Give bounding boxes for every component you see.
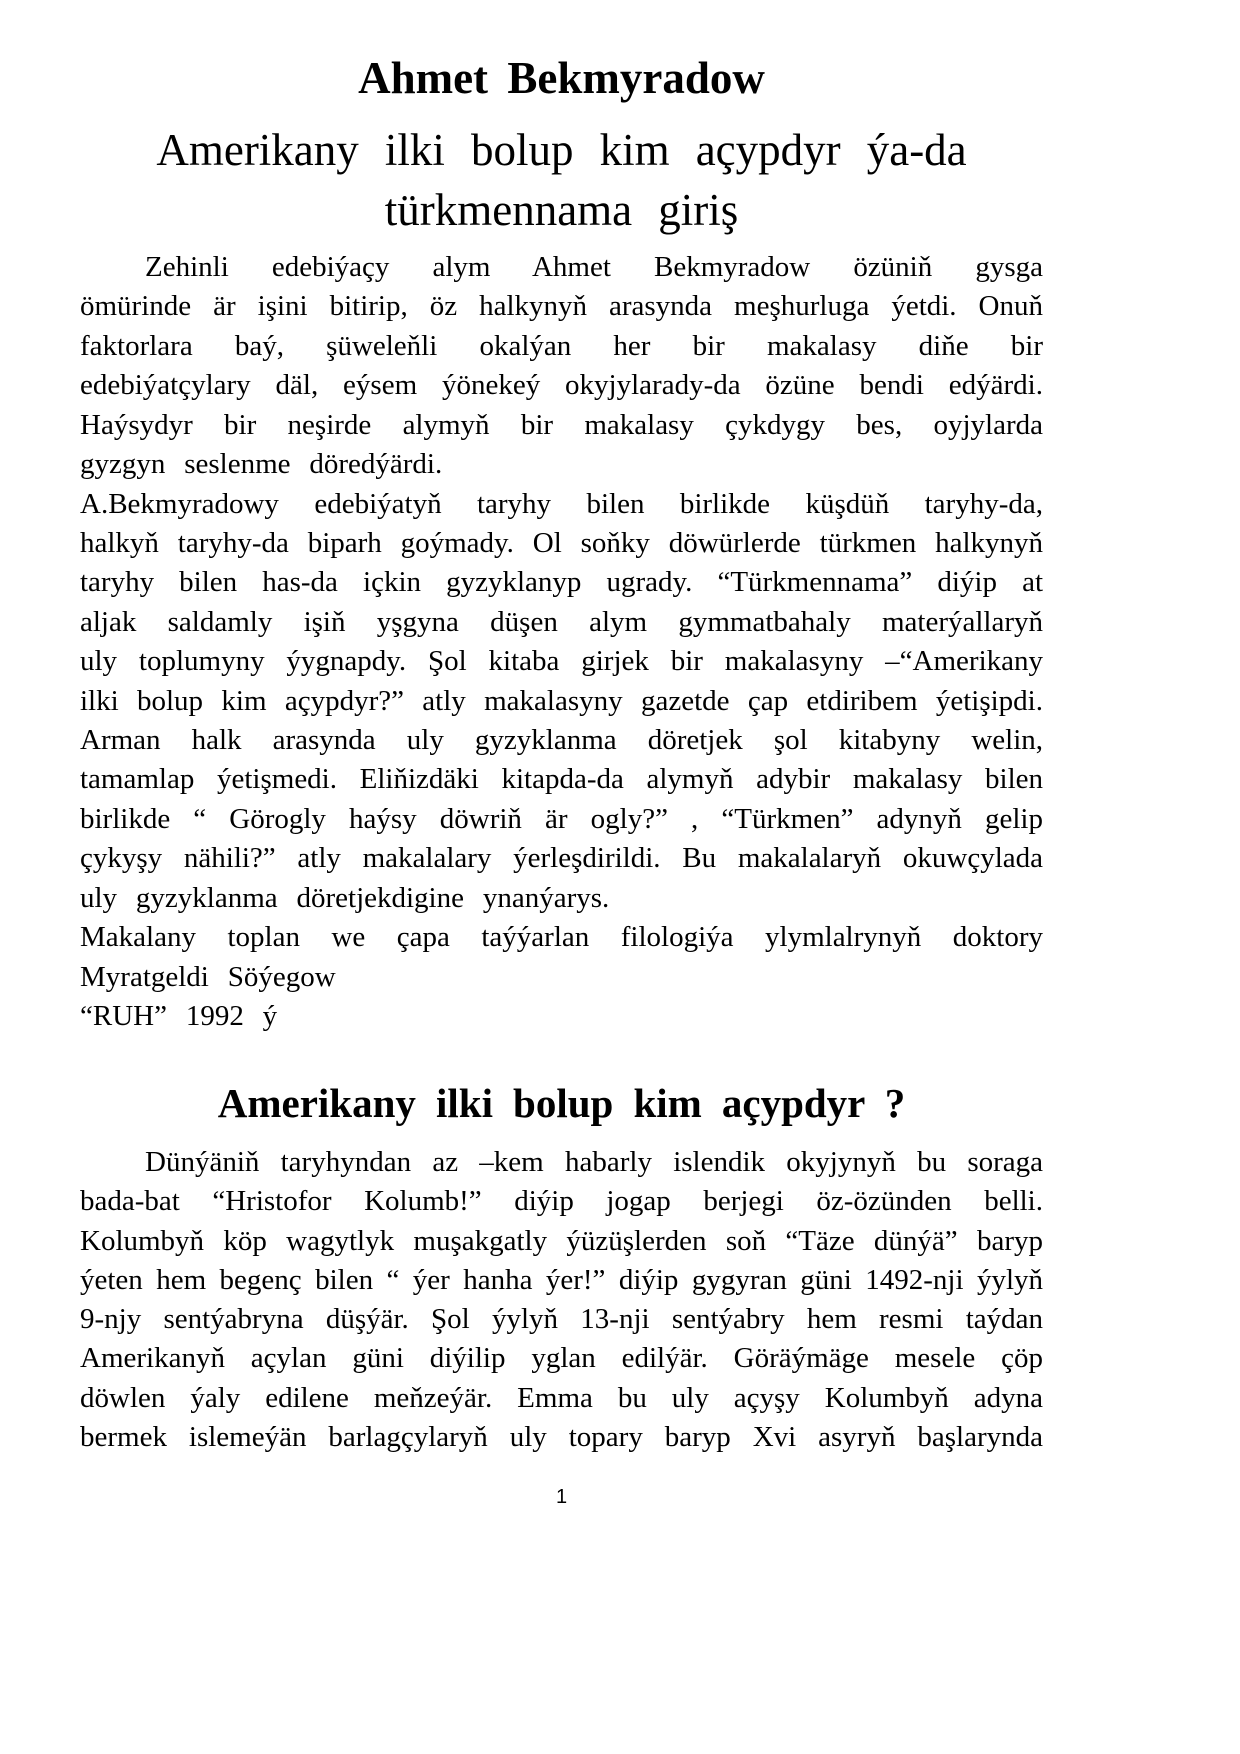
text-line: ilki bolup kim açypdyr?” atly makalasyny gazetde çap etdiribem ýetişipdi. [80, 684, 1043, 717]
text-line: bada-bat “Hristofor Kolumb!” diýip jogap berjegi öz-özünden belli. [80, 1185, 1043, 1218]
text-line: Zehinli edebiýaçy alym Ahmet Bekmyradow özüniň gysga [145, 251, 1043, 283]
text-line: Arman halk arasynda uly gyzyklanma döretjek şol kitabyny welin, [80, 724, 1043, 757]
text-line: taryhy bilen has-da içkin gyzyklanyp ugrady. “Türkmennama” diýip at [80, 566, 1043, 599]
intro-paragraph [80, 248, 1043, 485]
book-title [80, 120, 1043, 240]
text-line: Kolumbyň köp wagytlyk muşakgatly ýüzüşlerden soň “Täze dünýä” baryp [80, 1224, 1043, 1257]
text-line: ömürinde är işini bitirip, öz halkynyň arasynda meşhurluga ýetdi. Onuň [80, 290, 1043, 323]
text-line: döwlen ýaly edilene meňzeýär. Emma bu uly açyşy Kolumbyň adyna [80, 1381, 1043, 1414]
publication-line: “RUH” 1992 ý [80, 1000, 278, 1033]
intro-paragraph [80, 485, 1043, 919]
text-line: 9-njy sentýabryna düşýär. Şol ýylyň 13-nji sentýabry hem resmi taýdan [80, 1303, 1043, 1336]
credits-paragraph [80, 918, 1043, 997]
publication-note [80, 997, 1043, 1036]
text-line: tamamlap ýetişmedi. Eliňizdäki kitapda-da alymyň adybir makalasy bilen [80, 763, 1043, 796]
text-line: ýeten hem begenç bilen “ ýer hanha ýer!” diýip gygyran güni 1492-nji ýylyň [80, 1263, 1043, 1296]
article-body [80, 1143, 1043, 1457]
text-line: bermek islemeýän barlagçylaryň uly topary baryp Xvi asyryň başlarynda [80, 1421, 1043, 1454]
introduction [80, 248, 1043, 1036]
text-line: Dünýäniň taryhyndan az –kem habarly islendik okyjynyň bu soraga [145, 1146, 1043, 1178]
text-line: halkyň taryhy-da biparh goýmady. Ol soňky döwürlerde türkmen halkynyň [80, 526, 1043, 559]
text-line: aljak saldamly işiň yşgyna düşen alym gymmatbahaly materýallaryň [80, 605, 1043, 638]
text-line: faktorlara baý, şüweleňli okalýan her bir makalasy diňe bir [80, 329, 1043, 362]
text-line: çykyşy nähili?” atly makalalary ýerleşdirildi. Bu makalalaryň okuwçylada [80, 842, 1043, 875]
page-number: 1 [555, 1486, 568, 1508]
text-line: Haýsydyr bir neşirde alymyň bir makalasy çykdygy bes, oyjylarda [80, 408, 1043, 441]
text-line: A.Bekmyradowy edebiýatyň taryhy bilen birlikde küşdüň taryhy-da, [80, 487, 1043, 520]
article-heading: Amerikany ilki bolup kim açypdyr ? [217, 1080, 906, 1126]
article-paragraph [80, 1143, 1043, 1457]
text-line: Makalany toplan we çapa taýýarlan filologiýa ylymlalrynyň doktory [80, 921, 1043, 954]
book-title-line: türkmennama giriş [384, 185, 739, 235]
text-line: uly toplumyny ýygnapdy. Şol kitaba girjek bir makalasyny –“Amerikany [80, 645, 1043, 678]
text-line: edebiýatçylary däl, eýsem ýönekeý okyjylarady-da özüne bendi edýärdi. [80, 369, 1043, 402]
text-line: gyzgyn seslenme döredýärdi. [80, 448, 443, 481]
author-name: Ahmet Bekmyradow [358, 53, 765, 103]
book-title-line: Amerikany ilki bolup kim açypdyr ýa-da [156, 125, 967, 175]
text-line: Amerikanyň açylan güni diýilip yglan edilýär. Göräýmäge mesele çöp [80, 1342, 1043, 1375]
text-line: uly gyzyklanma döretjekdigine ynanýarys. [80, 881, 610, 914]
editor-name: Myratgeldi Söýegow [80, 960, 336, 993]
text-line: birlikde “ Görogly haýsy döwriň är ogly?” , “Türkmen” adynyň gelip [80, 802, 1043, 835]
